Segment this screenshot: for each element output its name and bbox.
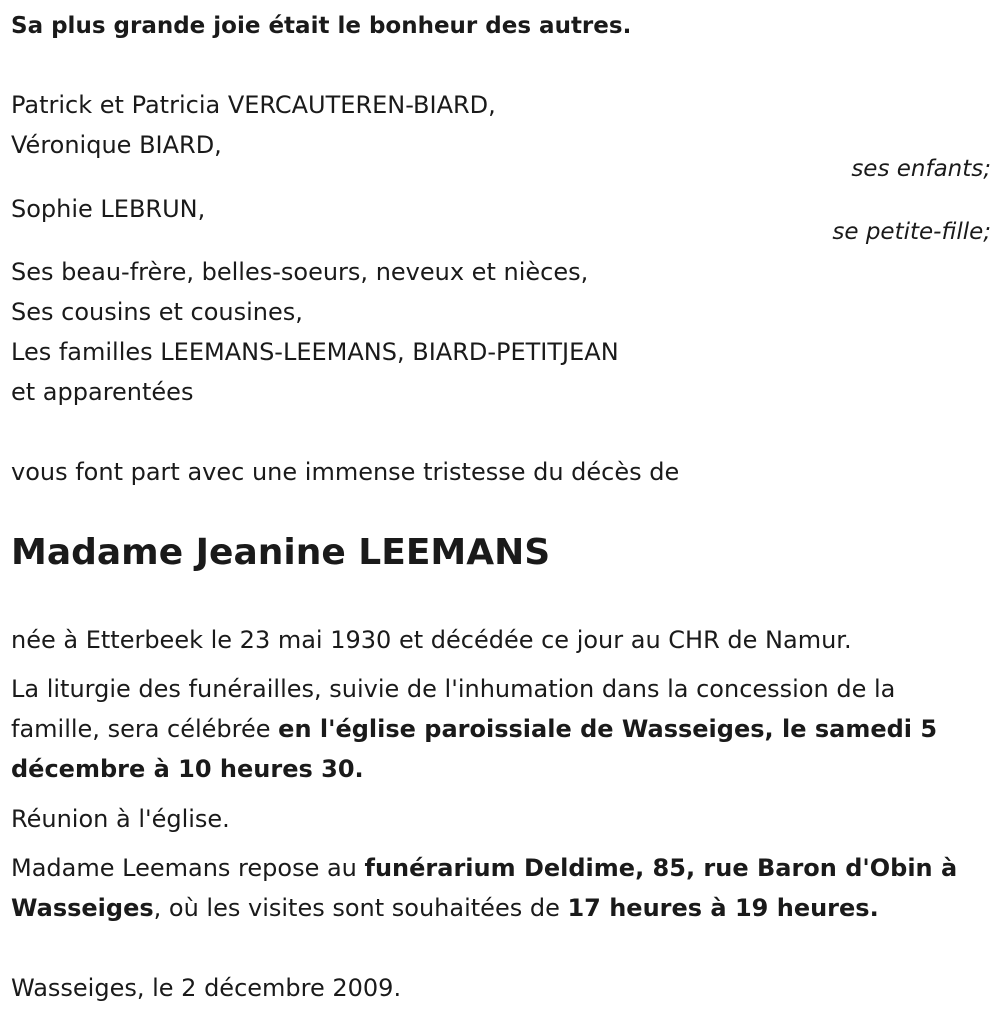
visit-hours: 17 heures à 19 heures. <box>567 894 879 922</box>
announcement-text: vous font part avec une immense tristesse du décès de <box>11 458 680 486</box>
liturgy-paragraph <box>11 669 986 789</box>
reunion <box>11 799 230 839</box>
deceased-name: Madame Jeanine LEEMANS <box>11 532 551 573</box>
family-line-3: Les familles LEEMANS-LEEMANS, BIARD-PETITJEAN <box>11 338 619 366</box>
place-date <box>11 968 401 1008</box>
family-line-1: Ses beau-frère, belles-soeurs, neveux et nièces, <box>11 258 589 286</box>
place-date-text: Wasseiges, le 2 décembre 2009. <box>11 974 402 1002</box>
children-role: ses enfants; <box>851 156 991 182</box>
visits-paragraph <box>11 848 986 928</box>
liturgy-intro: La liturgie des funérailles, suivie de l'inhumation dans la concession de la famille, sera célébrée <box>11 675 896 743</box>
children-block <box>11 85 496 165</box>
grandchild-role: se petite-fille; <box>832 219 991 245</box>
family-block <box>11 252 619 412</box>
motto: Sa plus grande joie était le bonheur des autres. <box>11 13 632 39</box>
reunion-text: Réunion à l'église. <box>11 805 230 833</box>
grandchild-block <box>11 189 205 229</box>
children-line-1: Patrick et Patricia VERCAUTEREN-BIARD, <box>11 91 496 119</box>
funerarium-address: funérarium Deldime, 85, rue Baron d'Obin à Wasseiges <box>11 854 958 922</box>
birth-death <box>11 620 852 660</box>
birth-death-text: née à Etterbeek le 23 mai 1930 et décédée ce jour au CHR de Namur. <box>11 626 852 654</box>
family-line-2: Ses cousins et cousines, <box>11 298 303 326</box>
visits-middle: , où les visites sont souhaitées de <box>153 894 568 922</box>
children-line-2: Véronique BIARD, <box>11 131 222 159</box>
visits-intro: Madame Leemans repose au <box>11 854 365 882</box>
family-line-4: et apparentées <box>11 378 194 406</box>
grandchild-line: Sophie LEBRUN, <box>11 195 206 223</box>
announcement <box>11 452 679 492</box>
liturgy-location-time: en l'église paroissiale de Wasseiges, le samedi 5 décembre à 10 heures 30. <box>11 715 938 783</box>
